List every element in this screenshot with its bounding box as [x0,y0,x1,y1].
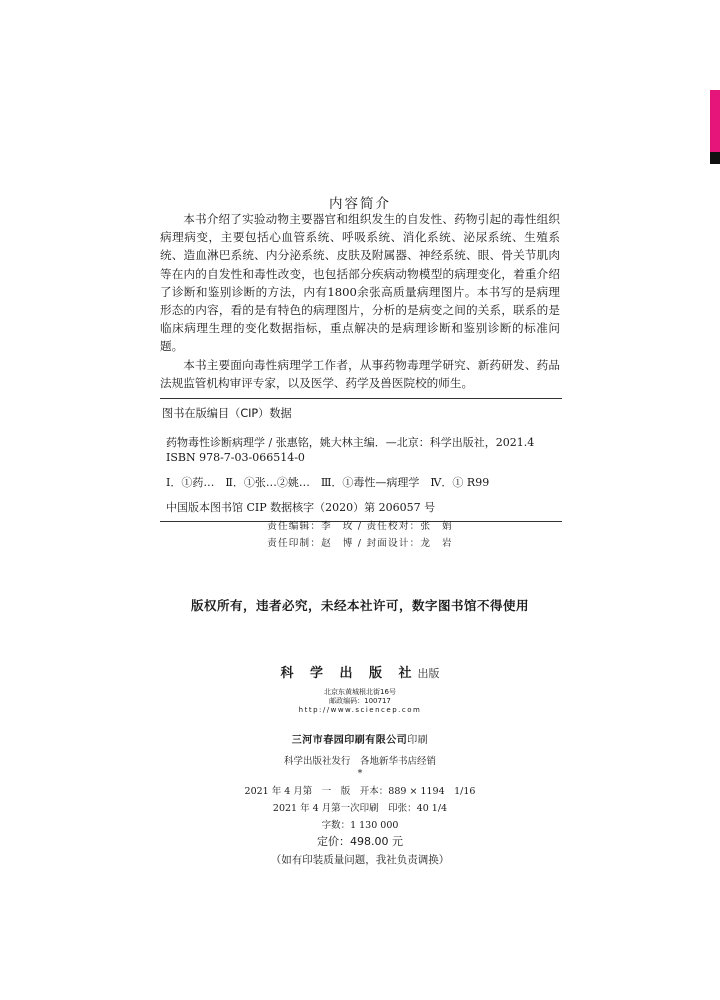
abstract-paragraph-2: 本书主要面向毒性病理学工作者，从事药物毒理学研究、新药研发、药品法规监管机构审评专家，以及医学、药学及兽医院校的师生。 [160,357,560,390]
printer-name: 三河市春园印刷有限公司 [291,735,408,746]
printer-suffix: 印刷 [407,735,429,746]
separator-star: * [357,768,363,779]
publisher-suffix: 出版 [417,667,440,680]
publisher-line [0,662,720,681]
cip-book-info: 药物毒性诊断病理学 / 张惠铭，姚大林主编．—北京：科学出版社，2021.4 [166,436,535,449]
cip-isbn: ISBN 978-7-03-066514-0 [166,451,305,464]
cip-classification: Ⅰ．①药… Ⅱ．①张…②姚… Ⅲ．①毒性—病理学 Ⅳ．① R99 [166,476,490,489]
staff-credits [0,518,720,552]
cip-data-block [160,398,562,522]
publisher-name: 科 学 出 版 社 [280,666,418,681]
price-line: 定价：498.00 元 [317,835,403,848]
printing-line: 2021 年 4 月第一次印刷 印张：40 1/4 [272,803,448,814]
abstract-title: 内容简介 [329,196,391,212]
staff-editors: 责任编辑：李 玫 / 责任校对：张 娟 [267,521,453,532]
quality-note: （如有印装质量问题，我社负责调换） [270,854,450,866]
abstract-body [160,210,560,392]
cip-registry-number: 中国版本图书馆 CIP 数据核字（2020）第 206057 号 [166,501,436,514]
edition-line: 2021 年 4 月第 一 版 开本：889 × 1194 1/16 [244,786,476,797]
distribution-line: 科学出版社发行 各地新华书店经销 [283,756,436,767]
black-tab-marker [710,152,720,164]
publisher-address: 北京东黄城根北街16号 [324,688,396,696]
copyright-notice: 版权所有，违者必究，未经本社许可，数字图书馆不得使用 [190,598,529,613]
publisher-website: http://www.sciencep.com [298,706,422,714]
cip-heading: 图书在版编目（CIP）数据 [162,407,292,420]
word-count: 字数：1 130 000 [321,820,399,831]
printer-line [0,731,720,746]
staff-production: 责任印制：赵 博 / 封面设计：龙 岩 [267,538,453,549]
color-tab-marker [710,90,720,152]
abstract-paragraph-1: 本书介绍了实验动物主要器官和组织发生的自发性、药物引起的毒性组织病理病变，主要包括心血管系统、呼吸系统、消化系统、泌尿系统、生殖系统、造血淋巴系统、内分泌系统、皮肤及附属器、神经系统、眼、骨关节肌肉等在内的自发性和毒性改变，也包括部分疾病动物模型的病理变化，着重介绍了诊断和鉴别诊断的方法，内有1800余张高质量病理图片。本书写的是病理形态的内容，看的是有特色的病理图片，分析的是病变之间的关系，联系的是临床病理生理的变化数据指标，重点解决的是病理诊断和鉴别诊断的标准问题。 [160,212,560,354]
publisher-postcode: 邮政编码：100717 [329,697,391,705]
